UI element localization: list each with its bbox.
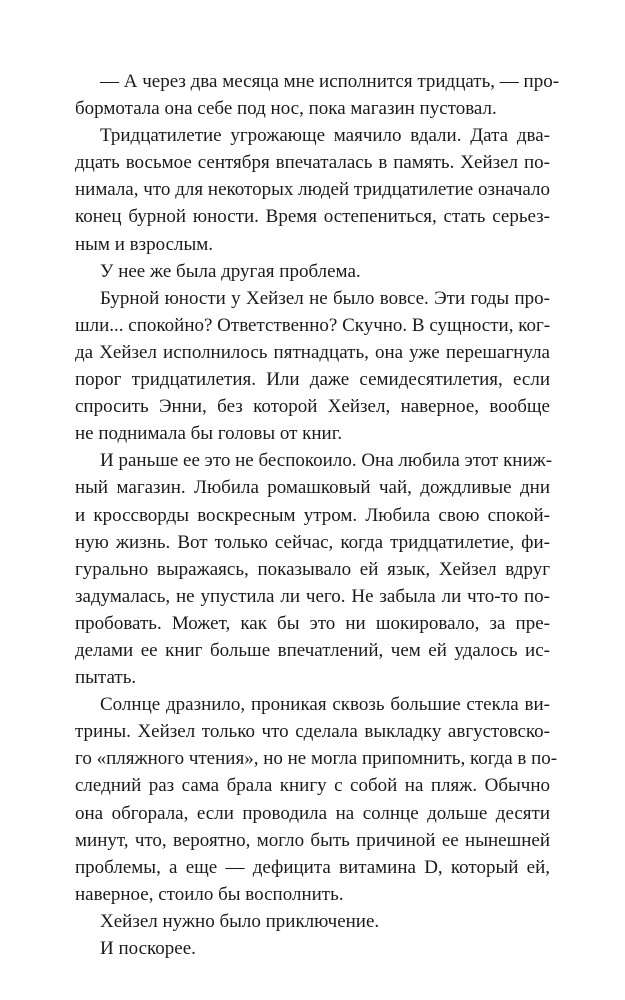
text-line: У нее же была другая проблема. [100, 260, 361, 282]
text-line: да Хейзел исполнилось пятнадцать, она уже перешагнула [75, 341, 550, 363]
text-line: ным и взрослым. [75, 233, 214, 255]
text-line: шли... спокойно? Ответственно? Скучно. В сущности, ког- [75, 314, 551, 336]
text-line: ный магазин. Любила ромашковый чай, дождливые дни [75, 477, 550, 499]
text-line: минут, что, вероятно, могло быть причиной ее нынешней [75, 829, 550, 851]
text-line: пытать. [75, 667, 137, 689]
text-line: ную жизнь. Вот только сейчас, когда тридцатилетие, фи- [75, 531, 550, 553]
paragraph [75, 447, 553, 691]
text-line: И поскорее. [100, 938, 196, 959]
paragraph [75, 285, 550, 448]
text-line: трины. Хейзел только что сделала выкладку августовско- [75, 721, 550, 743]
text-line: Тридцатилетие угрожающе маячило вдали. Дата два- [100, 125, 550, 147]
text-line: И раньше ее это не беспокоило. Она любила этот книж- [100, 450, 553, 472]
body-text [75, 68, 560, 962]
text-line: не поднимала бы головы от книг. [75, 423, 343, 445]
text-line: гурально выражаясь, показывало ей язык, Хейзел вдруг [75, 558, 550, 580]
paragraph [75, 691, 558, 908]
text-line: Хейзел нужно было приключение. [100, 910, 380, 932]
text-line: она обгорала, если проводила на солнце дольше десяти [75, 802, 550, 824]
text-line: делами ее книг больше впечатлений, чем ей удалось ис- [75, 639, 550, 661]
text-line: задумалась, не упустила ли чего. Не забыла ли что-то по- [75, 585, 550, 607]
text-line: дцать восьмое сентября впечаталась в память. Хейзел по- [75, 152, 550, 174]
text-line: — А через два месяца мне исполнится тридцать, — про- [100, 71, 560, 92]
text-line: спросить Энни, без которой Хейзел, наверное, вообще [75, 396, 550, 418]
text-line: порог тридцатилетия. Или даже семидесятилетия, если [75, 369, 550, 391]
text-line: наверное, стоило бы восполнить. [75, 883, 344, 905]
text-line: и кроссворды воскресным утром. Любила свою спокой- [75, 504, 550, 526]
paragraph [75, 258, 550, 285]
text-line: Бурной юности у Хейзел не было вовсе. Эти годы про- [100, 287, 550, 309]
paragraph [75, 122, 550, 257]
text-line: бормотала она себе под нос, пока магазин пустовал. [75, 98, 497, 120]
text-line: нимала, что для некоторых людей тридцатилетие означало [75, 179, 550, 201]
text-line: го «пляжного чтения», но не могла припомнить, когда в по- [75, 748, 558, 770]
text-line: следний раз сама брала книгу с собой на пляж. Обычно [75, 775, 550, 797]
text-line: Солнце дразнило, проникая сквозь большие стекла ви- [100, 694, 550, 716]
paragraph [75, 908, 550, 935]
text-line: конец бурной юности. Время остепениться, стать серьез- [75, 206, 550, 228]
paragraph [75, 935, 550, 962]
text-line: пробовать. Может, как бы это ни шокировало, за пре- [75, 612, 550, 634]
paragraph [75, 68, 560, 122]
text-line: проблемы, а еще — дефицита витамина D, который ей, [75, 856, 550, 878]
